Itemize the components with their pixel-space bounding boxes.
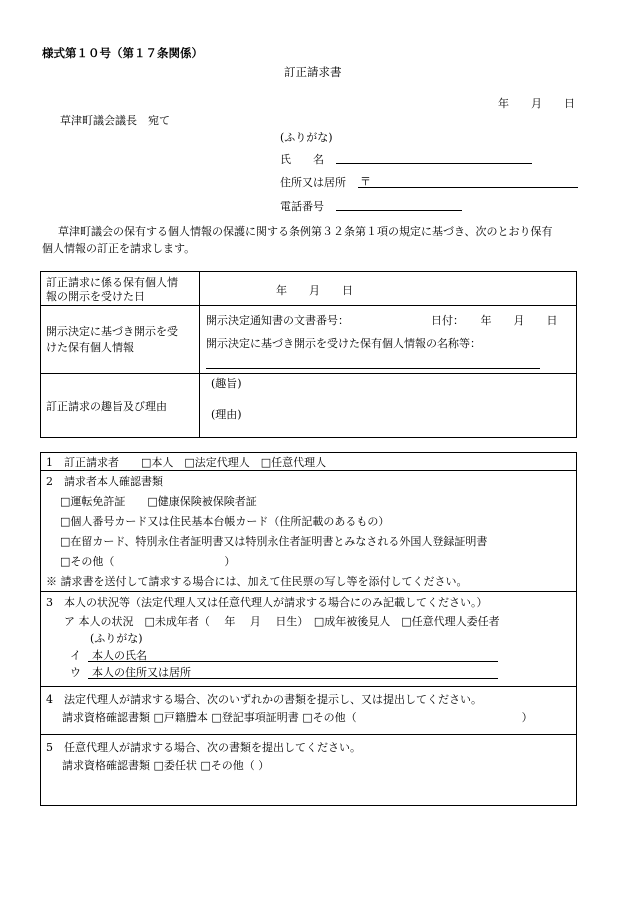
principal-status-options[interactable]: ア 本人の状況 □未成年者（ 年 月 日生） □成年被後見人 □任意代理人委任者 — [64, 615, 500, 628]
table2-divider-1 — [40, 470, 577, 471]
reason-label: (理由) — [211, 408, 242, 421]
table2-divider-2 — [40, 591, 577, 592]
section-principal-status-title: 3 本人の状況等（法定代理人又は任意代理人が請求する場合にのみ記載してください。） — [46, 596, 488, 609]
id-documents-line-2[interactable]: □個人番号カード又は住民基本台帳カード（住所記載のあるもの） — [60, 515, 390, 528]
id-documents-line-4[interactable]: □その他（ ） — [60, 555, 236, 568]
id-documents-note: ※ 請求書を送付して請求する場合には、加えて住民票の写し等を添付してください。 — [46, 575, 468, 588]
principal-address-label: ウ 本人の住所又は居所 — [70, 666, 191, 679]
address-field-line[interactable] — [358, 187, 578, 188]
section-id-documents-title: 2 請求者本人確認書類 — [46, 475, 163, 488]
principal-name-line[interactable] — [88, 661, 498, 662]
form-number: 様式第１０号（第１７条関係） — [42, 46, 203, 60]
section-requester-type[interactable]: 1 訂正請求者 □本人 □法定代理人 □任意代理人 — [46, 456, 327, 469]
disclosed-info-label-2: けた保有個人情報 — [46, 341, 134, 354]
intro-line-1: 草津町議会の保有する個人情報の保護に関する条例第３２条第１項の規定に基づき、次のとおり保有 — [58, 225, 553, 238]
id-documents-line-3[interactable]: □在留カード、特別永住者証明書又は特別永住者証明書とみなされる外国人登録証明書 — [60, 535, 488, 548]
disclosure-date-label-2: 報の開示を受けた日 — [46, 290, 145, 303]
phone-label: 電話番号 — [280, 200, 324, 213]
table1-column-divider — [199, 271, 200, 438]
voluntary-rep-documents[interactable]: 請求資格確認書類 □委任状 □その他（ ） — [62, 759, 270, 772]
phone-field-line[interactable] — [336, 210, 462, 211]
addressee: 草津町議会議長 宛て — [60, 114, 170, 127]
address-label: 住所又は居所 — [280, 176, 346, 189]
name-field-line[interactable] — [336, 163, 532, 164]
disclosed-info-label-1: 開示決定に基づき開示を受 — [46, 325, 178, 338]
principal-address-line[interactable] — [88, 678, 498, 679]
furigana-label: (ふりがな) — [280, 131, 333, 144]
page-title: 訂正請求書 — [284, 65, 342, 79]
principal-name-label: イ 本人の氏名 — [70, 649, 147, 662]
purpose-reason-label: 訂正請求の趣旨及び理由 — [46, 400, 167, 413]
request-date: 年 月 日 — [498, 97, 575, 110]
disclosure-date-value[interactable]: 年 月 日 — [276, 284, 353, 297]
table2-divider-4 — [40, 734, 577, 735]
table1-row-divider-1 — [40, 305, 577, 306]
id-documents-line-1[interactable]: □運転免許証 □健康保険被保険者証 — [60, 495, 257, 508]
intro-line-2: 個人情報の訂正を請求します。 — [42, 242, 196, 255]
name-label: 氏 名 — [280, 153, 324, 166]
legal-rep-documents[interactable]: 請求資格確認書類 □戸籍謄本 □登記事項証明書 □その他（ ） — [62, 711, 533, 724]
disclosed-info-name-line[interactable] — [206, 368, 540, 369]
section-legal-rep-title: 4 法定代理人が請求する場合、次のいずれかの書類を提示し、又は提出してください。 — [46, 693, 482, 706]
postal-mark: 〒 — [360, 175, 371, 188]
disclosure-date-label-1: 訂正請求に係る保有個人情 — [46, 276, 178, 289]
table2-divider-3 — [40, 686, 577, 687]
table1-row-divider-2 — [40, 373, 577, 374]
disclosed-info-name-label: 開示決定に基づき開示を受けた保有個人情報の名称等： — [206, 337, 481, 350]
notice-date-label: 日付： 年 月 日 — [431, 314, 558, 327]
notice-document-number-label: 開示決定通知書の文書番号： — [206, 314, 349, 327]
purpose-label: (趣旨) — [211, 377, 242, 390]
principal-furigana-label: (ふりがな) — [90, 632, 143, 645]
section-voluntary-rep-title: 5 任意代理人が請求する場合、次の書類を提出してください。 — [46, 741, 361, 754]
